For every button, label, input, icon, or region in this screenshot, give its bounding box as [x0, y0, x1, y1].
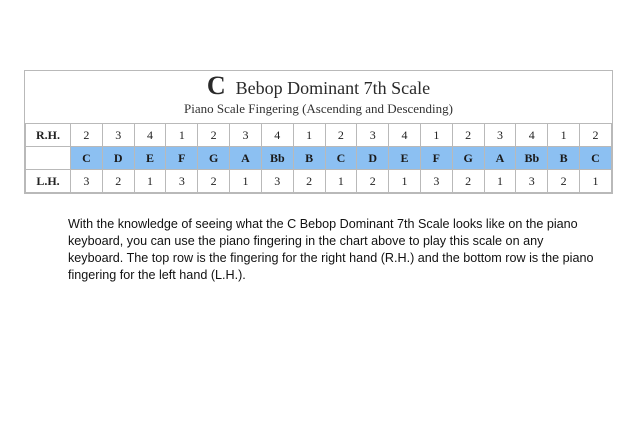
fingering-chart [24, 70, 613, 194]
rh-finger-cell: 2 [71, 124, 103, 147]
rh-finger-cell: 4 [516, 124, 548, 147]
note-cell: F [420, 147, 452, 170]
lh-finger-cell: 3 [516, 170, 548, 193]
lh-finger-cell: 1 [134, 170, 166, 193]
left-hand-row [26, 170, 612, 193]
note-cell: B [293, 147, 325, 170]
note-cell: Bb [516, 147, 548, 170]
lh-finger-cell: 2 [198, 170, 230, 193]
rh-finger-cell: 4 [261, 124, 293, 147]
rh-finger-cell: 2 [452, 124, 484, 147]
notes-label [26, 147, 71, 170]
right-hand-row [26, 124, 612, 147]
rh-finger-cell: 3 [102, 124, 134, 147]
note-cell: F [166, 147, 198, 170]
title-name: Bebop Dominant 7th Scale [235, 78, 431, 98]
caption-text: With the knowledge of seeing what the C Bebop Dominant 7th Scale looks like on the piano keyboard, you can use the piano fingering in the chart above to play this scale on any keyboard. The top row is the fingering for the right hand (R.H.) and the bottom row is the piano fingering for the left hand (L.H.). [68, 217, 594, 282]
note-cell: D [102, 147, 134, 170]
note-cell: E [134, 147, 166, 170]
lh-finger-cell: 1 [580, 170, 612, 193]
title-key: C [206, 71, 226, 100]
rh-finger-cell: 2 [198, 124, 230, 147]
rh-finger-cell: 1 [293, 124, 325, 147]
chart-header [25, 71, 612, 121]
note-cell: C [71, 147, 103, 170]
notes-row [26, 147, 612, 170]
chart-subtitle: Piano Scale Fingering (Ascending and Descending) [184, 101, 453, 116]
lh-finger-cell: 3 [166, 170, 198, 193]
lh-finger-cell: 3 [420, 170, 452, 193]
lh-finger-cell: 3 [71, 170, 103, 193]
note-cell: A [230, 147, 262, 170]
note-cell: D [357, 147, 389, 170]
note-cell: G [198, 147, 230, 170]
lh-finger-cell: 2 [548, 170, 580, 193]
lh-finger-cell: 1 [325, 170, 357, 193]
rh-finger-cell: 2 [325, 124, 357, 147]
note-cell: C [580, 147, 612, 170]
rh-finger-cell: 1 [420, 124, 452, 147]
lh-finger-cell: 2 [293, 170, 325, 193]
rh-finger-cell: 1 [548, 124, 580, 147]
lh-finger-cell: 1 [389, 170, 421, 193]
rh-finger-cell: 4 [389, 124, 421, 147]
rh-finger-cell: 1 [166, 124, 198, 147]
lh-finger-cell: 1 [484, 170, 516, 193]
note-cell: E [389, 147, 421, 170]
lh-label: L.H. [26, 170, 71, 193]
rh-finger-cell: 3 [484, 124, 516, 147]
rh-label: R.H. [26, 124, 71, 147]
note-cell: C [325, 147, 357, 170]
rh-finger-cell: 3 [357, 124, 389, 147]
rh-finger-cell: 2 [580, 124, 612, 147]
rh-finger-cell: 3 [230, 124, 262, 147]
note-cell: Bb [261, 147, 293, 170]
note-cell: A [484, 147, 516, 170]
note-cell: G [452, 147, 484, 170]
fingering-table [25, 123, 612, 193]
lh-finger-cell: 1 [230, 170, 262, 193]
lh-finger-cell: 2 [357, 170, 389, 193]
chart-title [25, 71, 612, 100]
lh-finger-cell: 2 [452, 170, 484, 193]
note-cell: B [548, 147, 580, 170]
rh-finger-cell: 4 [134, 124, 166, 147]
lh-finger-cell: 2 [102, 170, 134, 193]
lh-finger-cell: 3 [261, 170, 293, 193]
